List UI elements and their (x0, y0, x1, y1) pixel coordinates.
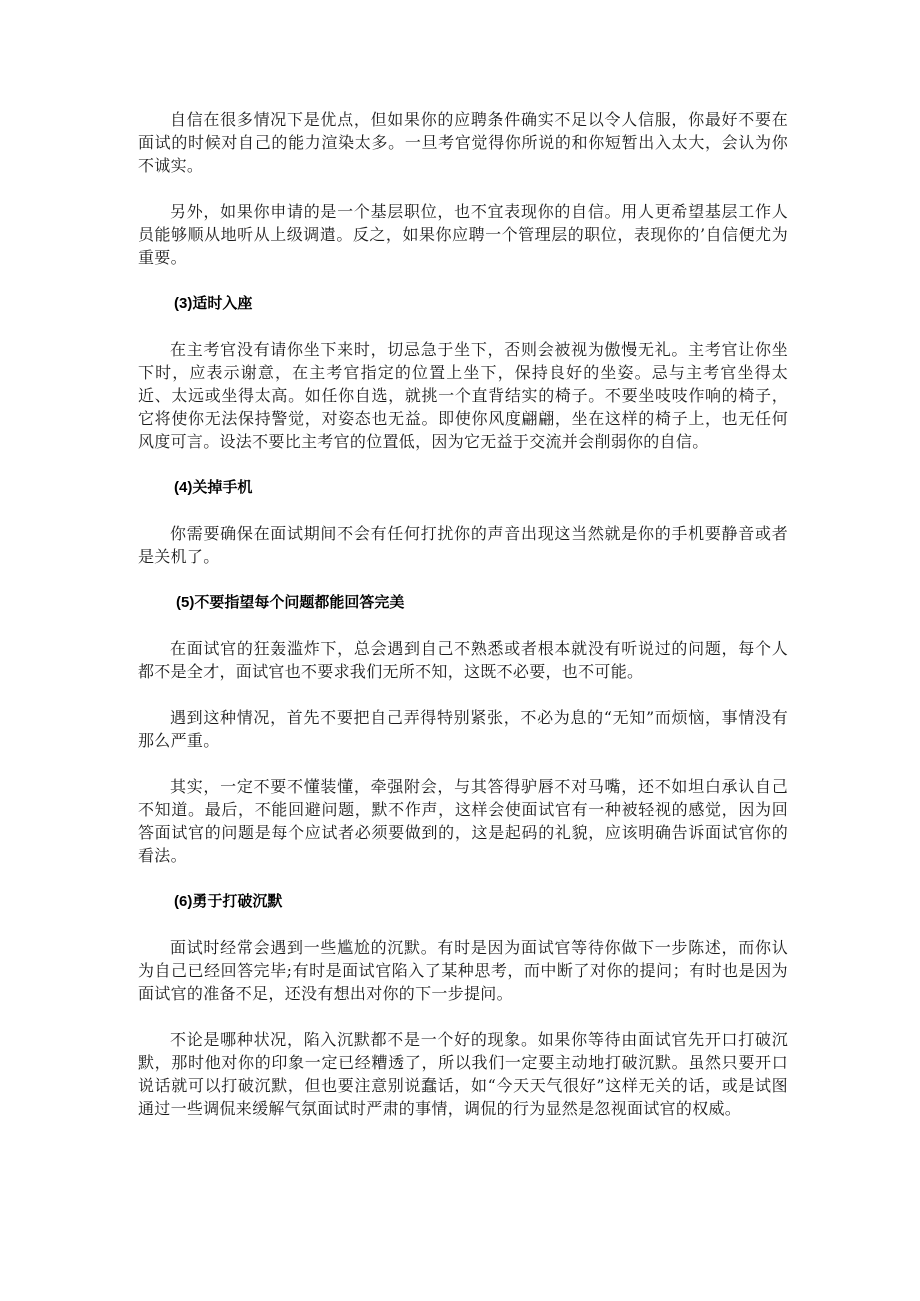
paragraph-silence: 面试时经常会遇到一些尴尬的沉默。有时是因为面试官等待你做下一步陈述，而你认为自己已经回答完毕;有时是面试官陷入了某种思考，而中断了对你的提问；有时也是因为面试官的准备不足，还没有想出对你的下一步提问。 (138, 938, 788, 1003)
paragraph-confidence: 自信在很多情况下是优点，但如果你的应聘条件确实不足以令人信服，你最好不要在面试的时候对自己的能力渲染太多。一旦考官觉得你所说的和你短暂出入太大，会认为你不诚实。 (138, 110, 788, 175)
paragraph-no-stress: 遇到这种情况，首先不要把自己弄得特别紧张，不必为息的“无知”而烦恼，事情没有那么严重。 (138, 708, 788, 750)
document-page (138, 108, 788, 1143)
paragraph-seating: 在主考官没有请你坐下来时，切忌急于坐下，否则会被视为傲慢无礼。主考官让你坐下时，应表示谢意，在主考官指定的位置上坐下，保持良好的坐姿。忌与主考官坐得太近、太远或坐得太高。如任你自选，就挑一个直背结实的椅子。不要坐吱吱作响的椅子，它将使你无法保持警觉，对姿态也无益。即使你风度翩翩，坐在这样的椅子上，也无任何风度可言。设法不要比主考官的位置低，因为它无益于交流并会削弱你的自信。 (138, 340, 788, 451)
paragraph-entry-level: 另外，如果你申请的是一个基层职位，也不宜表现你的自信。用人更希望基层工作人员能够顺从地听从上级调遣。反之，如果你应聘一个管理层的职位，表现你的’自信便尤为重要。 (138, 202, 788, 267)
heading-break-silence: (6)勇于打破沉默 (174, 893, 283, 910)
heading-phone: (4)关掉手机 (174, 479, 253, 496)
heading-perfect-answers: (5)不要指望每个问题都能回答完美 (176, 594, 405, 611)
paragraph-phone: 你需要确保在面试期间不会有任何打扰你的声音出现这当然就是你的手机要静音或者是关机了。 (138, 524, 788, 566)
paragraph-questions: 在面试官的狂轰滥炸下，总会遇到自己不熟悉或者根本就没有听说过的问题，每个人都不是全才，面试官也不要求我们无所不知，这既不必要，也不可能。 (138, 639, 788, 681)
paragraph-break-silence: 不论是哪种状况，陷入沉默都不是一个好的现象。如果你等待由面试官先开口打破沉默，那时他对你的印象一定已经糟透了，所以我们一定要主动地打破沉默。虽然只要开口说话就可以打破沉默，但也要注意别说蠢话，如“今天天气很好”这样无关的话，或是试图通过一些调侃来缓解气氛面试时严肃的事情，调侃的行为显然是忽视面试官的权威。 (138, 1030, 788, 1118)
paragraph-honesty: 其实，一定不要不懂装懂，牵强附会，与其答得驴唇不对马嘴，还不如坦白承认自己不知道。最后，不能回避问题，默不作声，这样会使面试官有一种被轻视的感觉，因为回答面试官的问题是每个应试者必须要做到的，这是起码的礼貌，应该明确告诉面试官你的看法。 (138, 777, 788, 865)
heading-seating: (3)适时入座 (174, 295, 253, 312)
